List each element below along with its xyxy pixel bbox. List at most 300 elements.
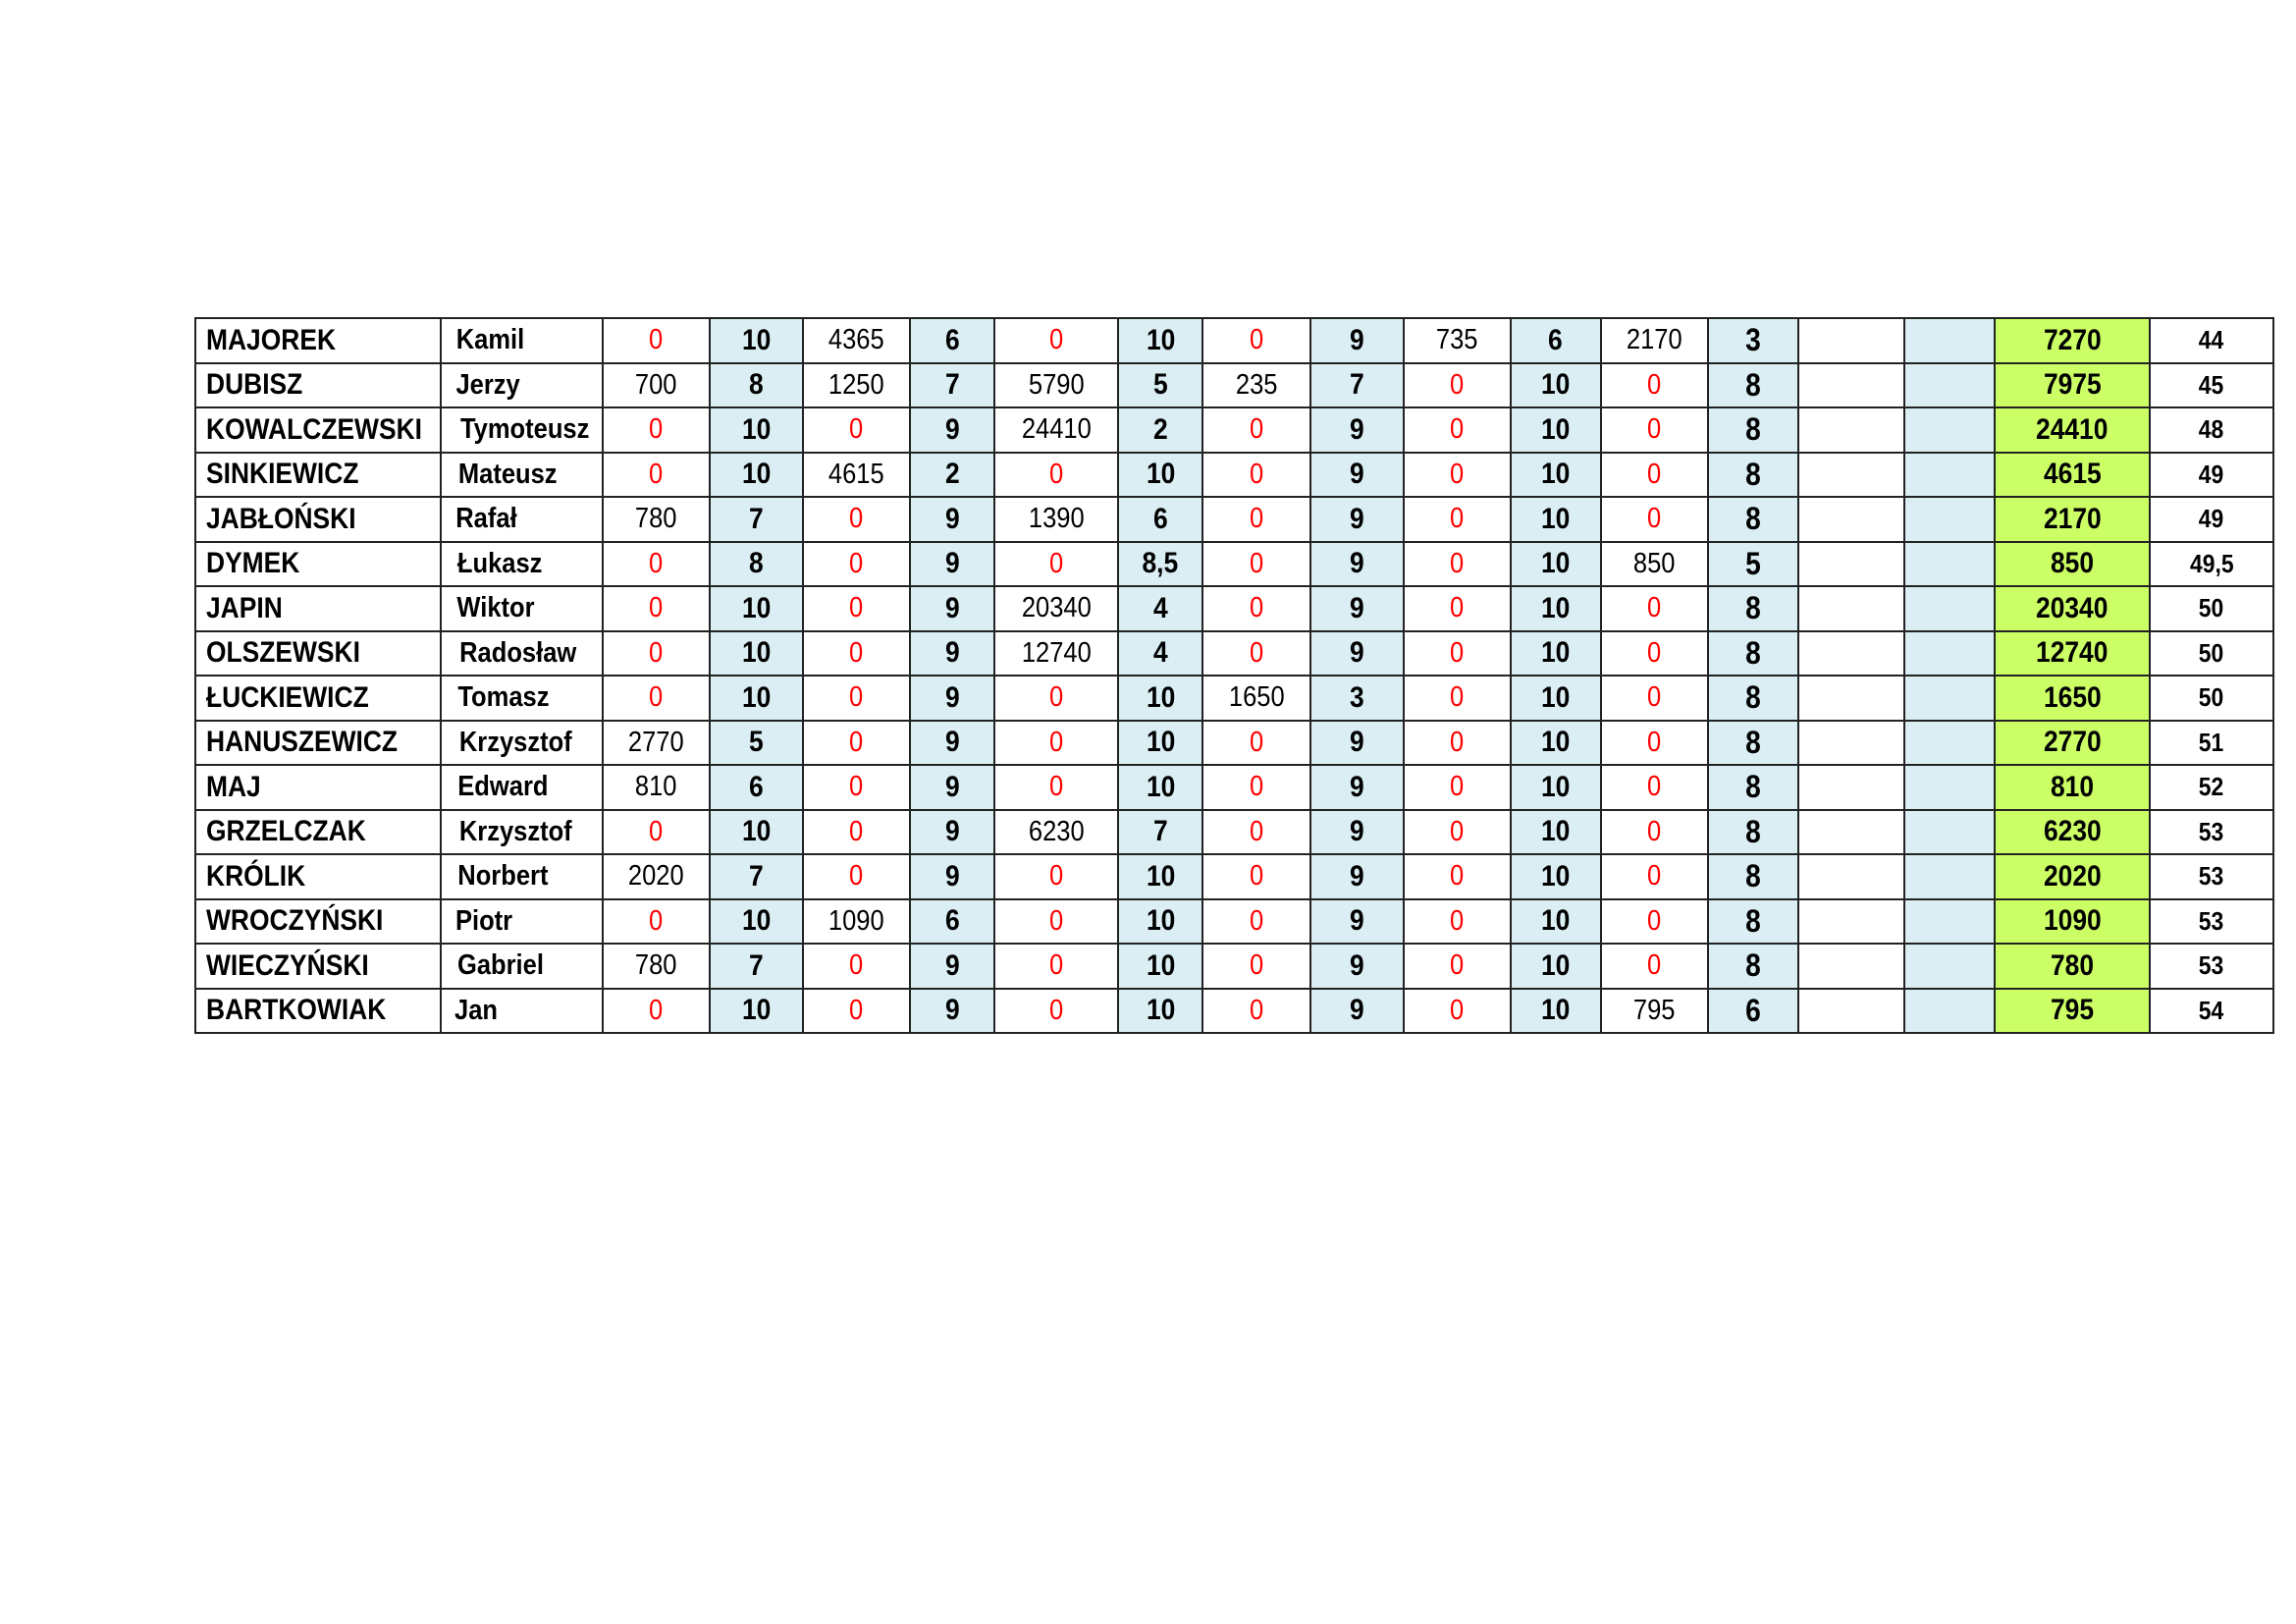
- round3-points-cell: [1118, 318, 1202, 363]
- round7-points-cell: [1904, 318, 1995, 363]
- firstname-text: Radosław: [459, 636, 577, 669]
- table-row: [195, 944, 2273, 989]
- round2-points-cell: [910, 899, 994, 945]
- round7-points-cell: [1904, 542, 1995, 587]
- round2-points-cell: [910, 497, 994, 542]
- round4-weight-text: 0: [1249, 636, 1264, 669]
- round4-weight-text: 0: [1249, 324, 1264, 356]
- round4-points-cell: [1310, 721, 1404, 766]
- round2-points-text: 9: [944, 636, 960, 670]
- table-row: [195, 318, 2273, 363]
- round3-weight-text: 5790: [1028, 368, 1085, 401]
- round2-weight-text: 0: [849, 636, 864, 669]
- total-weight-text: 1090: [2043, 904, 2102, 938]
- round1-weight-cell: [603, 497, 710, 542]
- table-row: [195, 989, 2273, 1034]
- round2-points-text: 2: [944, 458, 960, 491]
- round2-points-text: 9: [944, 680, 960, 714]
- round1-points-cell: [710, 318, 803, 363]
- total-weight-text: 780: [2051, 948, 2095, 982]
- surname-cell: [195, 542, 441, 587]
- round6-points-text: 3: [1745, 322, 1761, 358]
- round2-weight-text: 4365: [828, 324, 884, 356]
- round2-points-cell: [910, 944, 994, 989]
- round2-points-cell: [910, 586, 994, 631]
- round1-points-text: 8: [748, 368, 764, 402]
- round7-points-cell: [1904, 765, 1995, 810]
- firstname-text: Mateusz: [458, 458, 558, 490]
- surname-cell: [195, 765, 441, 810]
- round5-points-cell: [1511, 676, 1601, 721]
- round1-points-text: 7: [748, 859, 764, 893]
- round3-weight-cell: [994, 989, 1118, 1034]
- round4-weight-cell: [1202, 363, 1309, 408]
- round5-points-text: 10: [1541, 948, 1571, 982]
- round5-weight-cell: [1404, 899, 1511, 945]
- round1-weight-cell: [603, 721, 710, 766]
- round4-points-cell: [1310, 542, 1404, 587]
- firstname-text: Tymoteusz: [460, 413, 590, 446]
- points-sum-cell: [2150, 631, 2273, 677]
- round6-weight-cell: [1601, 631, 1708, 677]
- round5-points-cell: [1511, 854, 1601, 899]
- surname-text: WIECZYŃSKI: [206, 948, 369, 982]
- firstname-cell: [441, 989, 602, 1034]
- total-weight-text: 2770: [2043, 726, 2102, 759]
- round4-points-cell: [1310, 586, 1404, 631]
- round3-weight-cell: [994, 854, 1118, 899]
- points-sum-text: 53: [2199, 950, 2224, 981]
- round4-weight-cell: [1202, 407, 1309, 453]
- round6-points-cell: [1708, 899, 1798, 945]
- round4-points-text: 9: [1349, 636, 1364, 670]
- round1-weight-text: 2020: [627, 860, 684, 893]
- round4-weight-cell: [1202, 676, 1309, 721]
- round7-weight-cell: [1798, 810, 1904, 855]
- round4-weight-text: 0: [1249, 726, 1264, 758]
- points-sum-text: 44: [2199, 325, 2224, 355]
- round2-points-text: 9: [944, 815, 960, 848]
- round7-weight-cell: [1798, 407, 1904, 453]
- surname-cell: [195, 586, 441, 631]
- round1-weight-cell: [603, 407, 710, 453]
- round1-weight-text: 780: [634, 503, 677, 535]
- round2-weight-text: 0: [849, 949, 864, 982]
- round5-weight-text: 0: [1450, 994, 1465, 1026]
- round6-weight-text: 0: [1647, 592, 1662, 624]
- round3-points-text: 10: [1146, 680, 1175, 714]
- round6-points-cell: [1708, 854, 1798, 899]
- round4-points-text: 9: [1349, 412, 1364, 446]
- round4-weight-text: 0: [1249, 503, 1264, 535]
- round3-points-text: 8,5: [1142, 547, 1179, 580]
- points-sum-cell: [2150, 810, 2273, 855]
- surname-cell: [195, 363, 441, 408]
- round5-weight-cell: [1404, 631, 1511, 677]
- surname-text: BARTKOWIAK: [206, 994, 387, 1027]
- round4-weight-cell: [1202, 765, 1309, 810]
- firstname-text: Jerzy: [455, 368, 521, 401]
- round6-weight-cell: [1601, 899, 1708, 945]
- round6-weight-cell: [1601, 586, 1708, 631]
- points-sum-text: 49: [2199, 459, 2224, 489]
- table-row: [195, 721, 2273, 766]
- round4-points-cell: [1310, 765, 1404, 810]
- round5-weight-cell: [1404, 407, 1511, 453]
- round2-weight-text: 0: [849, 592, 864, 624]
- round3-weight-text: 0: [1049, 904, 1064, 937]
- total-weight-cell: [1995, 989, 2149, 1034]
- round7-weight-cell: [1798, 765, 1904, 810]
- round3-points-text: 10: [1146, 726, 1175, 759]
- round2-points-text: 9: [944, 770, 960, 803]
- table-row: [195, 497, 2273, 542]
- round1-points-cell: [710, 810, 803, 855]
- table-row: [195, 676, 2273, 721]
- round5-weight-cell: [1404, 586, 1511, 631]
- surname-cell: [195, 676, 441, 721]
- firstname-cell: [441, 899, 602, 945]
- round3-points-cell: [1118, 989, 1202, 1034]
- round3-points-cell: [1118, 542, 1202, 587]
- round1-weight-text: 0: [649, 994, 664, 1026]
- round2-weight-text: 0: [849, 547, 864, 579]
- round4-weight-cell: [1202, 944, 1309, 989]
- firstname-cell: [441, 944, 602, 989]
- points-sum-text: 53: [2199, 816, 2224, 846]
- round4-weight-cell: [1202, 318, 1309, 363]
- round6-points-cell: [1708, 989, 1798, 1034]
- round1-points-cell: [710, 721, 803, 766]
- round1-weight-cell: [603, 989, 710, 1034]
- round4-points-cell: [1310, 899, 1404, 945]
- points-sum-text: 48: [2199, 414, 2224, 445]
- round6-points-text: 8: [1745, 724, 1761, 760]
- surname-cell: [195, 497, 441, 542]
- surname-text: ŁUCKIEWICZ: [206, 680, 369, 714]
- total-weight-cell: [1995, 497, 2149, 542]
- round5-weight-text: 0: [1450, 503, 1465, 535]
- round4-weight-text: 0: [1249, 547, 1264, 579]
- total-weight-cell: [1995, 318, 2149, 363]
- round1-points-cell: [710, 631, 803, 677]
- round5-weight-text: 0: [1450, 681, 1465, 714]
- round2-points-cell: [910, 765, 994, 810]
- round4-points-cell: [1310, 363, 1404, 408]
- round4-weight-cell: [1202, 989, 1309, 1034]
- round1-weight-cell: [603, 854, 710, 899]
- table-row: [195, 542, 2273, 587]
- round5-weight-text: 0: [1450, 860, 1465, 893]
- round5-points-cell: [1511, 631, 1601, 677]
- round5-points-cell: [1511, 453, 1601, 498]
- round3-weight-cell: [994, 363, 1118, 408]
- round3-weight-text: 20340: [1021, 592, 1092, 624]
- round2-weight-text: 0: [849, 771, 864, 803]
- round7-weight-cell: [1798, 854, 1904, 899]
- total-weight-text: 795: [2051, 994, 2095, 1027]
- round4-weight-text: 0: [1249, 413, 1264, 446]
- points-sum-cell: [2150, 586, 2273, 631]
- points-sum-cell: [2150, 765, 2273, 810]
- round5-points-text: 6: [1548, 323, 1564, 356]
- round6-points-cell: [1708, 586, 1798, 631]
- round3-points-text: 10: [1146, 948, 1175, 982]
- surname-cell: [195, 899, 441, 945]
- firstname-cell: [441, 318, 602, 363]
- round2-weight-text: 0: [849, 994, 864, 1026]
- firstname-cell: [441, 453, 602, 498]
- round4-points-text: 9: [1349, 815, 1364, 848]
- total-weight-text: 6230: [2043, 815, 2102, 848]
- round3-points-text: 4: [1152, 591, 1168, 624]
- round6-weight-cell: [1601, 989, 1708, 1034]
- round6-points-text: 8: [1745, 501, 1761, 537]
- round3-points-cell: [1118, 407, 1202, 453]
- round2-points-cell: [910, 676, 994, 721]
- round1-weight-text: 0: [649, 904, 664, 937]
- round7-points-cell: [1904, 721, 1995, 766]
- round3-weight-text: 0: [1049, 771, 1064, 803]
- round5-points-cell: [1511, 721, 1601, 766]
- points-sum-text: 49,5: [2189, 548, 2234, 578]
- results-table-body: [195, 318, 2273, 1033]
- round6-points-cell: [1708, 363, 1798, 408]
- points-sum-text: 52: [2199, 772, 2224, 802]
- round7-points-cell: [1904, 810, 1995, 855]
- round4-weight-cell: [1202, 631, 1309, 677]
- total-weight-text: 24410: [2036, 412, 2109, 446]
- round3-weight-cell: [994, 944, 1118, 989]
- points-sum-text: 53: [2199, 861, 2224, 892]
- round4-weight-cell: [1202, 453, 1309, 498]
- firstname-text: Łukasz: [457, 547, 543, 579]
- round3-weight-cell: [994, 407, 1118, 453]
- total-weight-cell: [1995, 453, 2149, 498]
- round6-weight-text: 0: [1647, 771, 1662, 803]
- round4-weight-text: 1650: [1228, 681, 1285, 714]
- points-sum-cell: [2150, 318, 2273, 363]
- round5-points-text: 10: [1541, 547, 1571, 580]
- round6-weight-cell: [1601, 453, 1708, 498]
- round5-points-text: 10: [1541, 815, 1571, 848]
- round2-points-text: 9: [944, 547, 960, 580]
- round5-points-cell: [1511, 989, 1601, 1034]
- surname-text: MAJOREK: [206, 323, 337, 356]
- total-weight-text: 2020: [2043, 859, 2102, 893]
- round4-points-text: 9: [1349, 458, 1364, 491]
- round4-weight-text: 0: [1249, 771, 1264, 803]
- round4-weight-cell: [1202, 497, 1309, 542]
- firstname-cell: [441, 497, 602, 542]
- round4-weight-text: 0: [1249, 815, 1264, 847]
- points-sum-text: 54: [2199, 995, 2224, 1025]
- round4-points-text: 9: [1349, 859, 1364, 893]
- total-weight-text: 2170: [2043, 502, 2102, 535]
- round3-points-text: 10: [1146, 994, 1175, 1027]
- points-sum-cell: [2150, 497, 2273, 542]
- firstname-cell: [441, 586, 602, 631]
- firstname-cell: [441, 854, 602, 899]
- surname-cell: [195, 631, 441, 677]
- round3-points-text: 10: [1146, 859, 1175, 893]
- round2-weight-text: 0: [849, 681, 864, 714]
- round1-points-cell: [710, 497, 803, 542]
- round5-points-text: 10: [1541, 726, 1571, 759]
- points-sum-cell: [2150, 721, 2273, 766]
- round1-weight-cell: [603, 676, 710, 721]
- points-sum-cell: [2150, 453, 2273, 498]
- round6-weight-cell: [1601, 944, 1708, 989]
- round5-weight-cell: [1404, 721, 1511, 766]
- round6-points-cell: [1708, 944, 1798, 989]
- round6-points-cell: [1708, 631, 1798, 677]
- round5-weight-text: 0: [1450, 368, 1465, 401]
- round1-weight-cell: [603, 631, 710, 677]
- round2-points-text: 9: [944, 591, 960, 624]
- round3-weight-text: 0: [1049, 949, 1064, 982]
- round6-weight-cell: [1601, 854, 1708, 899]
- firstname-cell: [441, 407, 602, 453]
- round6-weight-text: 0: [1647, 815, 1662, 847]
- points-sum-cell: [2150, 899, 2273, 945]
- round3-points-cell: [1118, 721, 1202, 766]
- round3-points-cell: [1118, 631, 1202, 677]
- round6-points-text: 8: [1745, 769, 1761, 805]
- round4-weight-cell: [1202, 810, 1309, 855]
- round5-points-text: 10: [1541, 770, 1571, 803]
- round2-weight-cell: [803, 810, 910, 855]
- round4-weight-text: 0: [1249, 994, 1264, 1026]
- round6-weight-text: 0: [1647, 949, 1662, 982]
- round1-weight-text: 780: [634, 949, 677, 982]
- round2-points-cell: [910, 363, 994, 408]
- round3-weight-text: 0: [1049, 726, 1064, 758]
- round4-weight-cell: [1202, 721, 1309, 766]
- round1-weight-text: 0: [649, 592, 664, 624]
- round5-weight-text: 0: [1450, 904, 1465, 937]
- round5-weight-text: 0: [1450, 949, 1465, 982]
- round2-weight-cell: [803, 542, 910, 587]
- round6-points-cell: [1708, 765, 1798, 810]
- round2-points-text: 6: [944, 323, 960, 356]
- round3-points-cell: [1118, 899, 1202, 945]
- round5-weight-cell: [1404, 318, 1511, 363]
- surname-cell: [195, 453, 441, 498]
- round1-points-cell: [710, 765, 803, 810]
- round4-points-cell: [1310, 810, 1404, 855]
- round6-points-text: 8: [1745, 902, 1761, 939]
- round2-points-cell: [910, 318, 994, 363]
- surname-cell: [195, 810, 441, 855]
- round6-weight-text: 0: [1647, 368, 1662, 401]
- round7-points-cell: [1904, 363, 1995, 408]
- round2-points-text: 9: [944, 994, 960, 1027]
- round7-points-cell: [1904, 676, 1995, 721]
- table-row: [195, 407, 2273, 453]
- round6-weight-text: 0: [1647, 458, 1662, 490]
- round2-weight-cell: [803, 989, 910, 1034]
- round6-weight-cell: [1601, 676, 1708, 721]
- round3-weight-cell: [994, 721, 1118, 766]
- firstname-cell: [441, 363, 602, 408]
- round2-points-text: 9: [944, 948, 960, 982]
- round1-points-text: 8: [748, 547, 764, 580]
- round3-points-cell: [1118, 854, 1202, 899]
- round5-points-cell: [1511, 497, 1601, 542]
- total-weight-cell: [1995, 542, 2149, 587]
- round5-points-cell: [1511, 407, 1601, 453]
- table-row: [195, 453, 2273, 498]
- total-weight-cell: [1995, 810, 2149, 855]
- round5-points-cell: [1511, 899, 1601, 945]
- surname-text: MAJ: [206, 770, 261, 803]
- total-weight-text: 12740: [2036, 636, 2109, 670]
- round7-points-cell: [1904, 497, 1995, 542]
- round5-weight-text: 0: [1450, 547, 1465, 579]
- round2-weight-text: 1090: [828, 904, 884, 937]
- round3-weight-cell: [994, 899, 1118, 945]
- surname-cell: [195, 407, 441, 453]
- round1-weight-text: 810: [634, 771, 677, 803]
- round2-points-cell: [910, 989, 994, 1034]
- round1-weight-text: 0: [649, 815, 664, 847]
- round7-points-cell: [1904, 631, 1995, 677]
- round3-weight-cell: [994, 810, 1118, 855]
- total-weight-cell: [1995, 676, 2149, 721]
- points-sum-text: 49: [2199, 504, 2224, 534]
- total-weight-cell: [1995, 407, 2149, 453]
- round3-points-cell: [1118, 944, 1202, 989]
- round3-points-text: 10: [1146, 323, 1175, 356]
- round2-points-cell: [910, 631, 994, 677]
- round1-points-cell: [710, 542, 803, 587]
- round2-weight-text: 0: [849, 860, 864, 893]
- round1-weight-cell: [603, 765, 710, 810]
- round1-points-cell: [710, 453, 803, 498]
- round3-weight-text: 0: [1049, 994, 1064, 1026]
- surname-cell: [195, 721, 441, 766]
- round1-weight-text: 700: [634, 368, 677, 401]
- firstname-text: Edward: [457, 771, 549, 803]
- firstname-text: Jan: [454, 994, 499, 1026]
- round5-weight-text: 0: [1450, 413, 1465, 446]
- round2-weight-cell: [803, 721, 910, 766]
- total-weight-cell: [1995, 854, 2149, 899]
- round5-weight-cell: [1404, 676, 1511, 721]
- round6-points-cell: [1708, 810, 1798, 855]
- round7-weight-cell: [1798, 586, 1904, 631]
- surname-cell: [195, 854, 441, 899]
- surname-text: DYMEK: [206, 547, 300, 580]
- round5-weight-text: 0: [1450, 726, 1465, 758]
- round3-weight-cell: [994, 318, 1118, 363]
- round3-points-text: 10: [1146, 904, 1175, 938]
- round1-points-cell: [710, 899, 803, 945]
- round4-points-cell: [1310, 407, 1404, 453]
- firstname-text: Rafał: [455, 503, 518, 535]
- round1-points-cell: [710, 944, 803, 989]
- surname-text: DUBISZ: [206, 368, 303, 402]
- round5-points-cell: [1511, 586, 1601, 631]
- surname-text: JABŁOŃSKI: [206, 502, 356, 535]
- points-sum-cell: [2150, 944, 2273, 989]
- total-weight-cell: [1995, 363, 2149, 408]
- round5-weight-cell: [1404, 453, 1511, 498]
- round4-points-cell: [1310, 944, 1404, 989]
- round1-points-text: 10: [741, 680, 771, 714]
- round3-weight-text: 6230: [1028, 815, 1085, 847]
